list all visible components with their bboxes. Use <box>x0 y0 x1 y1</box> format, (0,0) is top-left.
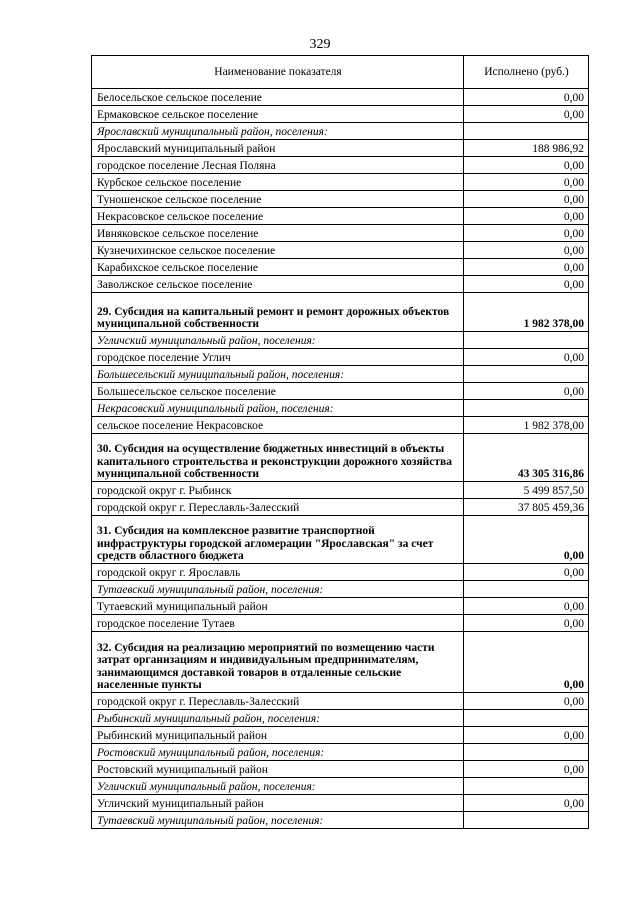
indicator-name: городской округ г. Переславль-Залесский <box>92 693 464 710</box>
indicator-name: Ростовский муниципальный район, поселения: <box>92 744 464 761</box>
indicator-name: Угличский муниципальный район, поселения: <box>92 332 464 349</box>
executed-value <box>464 744 589 761</box>
executed-value: 1 982 378,00 <box>464 417 589 434</box>
table-row <box>92 349 589 366</box>
indicator-name: Большесельское сельское поселение <box>92 383 464 400</box>
indicator-name: Угличский муниципальный район, поселения: <box>92 778 464 795</box>
indicator-name: Некрасовский муниципальный район, поселения: <box>92 400 464 417</box>
executed-value: 5 499 857,50 <box>464 482 589 499</box>
district-row <box>92 744 589 761</box>
table-row <box>92 242 589 259</box>
executed-value: 1 982 378,00 <box>464 293 589 332</box>
executed-value: 0,00 <box>464 693 589 710</box>
indicator-name: 29. Субсидия на капитальный ремонт и ремонт дорожных объектов муниципальной собственности <box>92 293 464 332</box>
header-indicator-name: Наименование показателя <box>92 56 464 89</box>
table-row <box>92 693 589 710</box>
indicator-name: Туношенское сельское поселение <box>92 191 464 208</box>
indicator-name: Большесельский муниципальный район, поселения: <box>92 366 464 383</box>
table-row <box>92 564 589 581</box>
executed-value: 0,00 <box>464 615 589 632</box>
indicator-name: Ярославский муниципальный район, поселения: <box>92 123 464 140</box>
indicator-name: городское поселение Углич <box>92 349 464 366</box>
table-row <box>92 225 589 242</box>
indicator-name: Некрасовское сельское поселение <box>92 208 464 225</box>
indicator-name: Курбское сельское поселение <box>92 174 464 191</box>
indicator-name: Тутаевский муниципальный район, поселения: <box>92 581 464 598</box>
header-executed-value: Исполнено (руб.) <box>464 56 589 89</box>
budget-execution-table <box>91 55 589 829</box>
executed-value: 0,00 <box>464 208 589 225</box>
executed-value: 0,00 <box>464 276 589 293</box>
executed-value: 0,00 <box>464 225 589 242</box>
district-row <box>92 366 589 383</box>
executed-value: 0,00 <box>464 349 589 366</box>
executed-value: 0,00 <box>464 564 589 581</box>
district-row <box>92 581 589 598</box>
executed-value: 0,00 <box>464 89 589 106</box>
executed-value: 0,00 <box>464 761 589 778</box>
section-row <box>92 293 589 332</box>
executed-value: 0,00 <box>464 174 589 191</box>
district-row <box>92 400 589 417</box>
table-row <box>92 727 589 744</box>
table-row <box>92 106 589 123</box>
executed-value: 0,00 <box>464 242 589 259</box>
indicator-name: городской округ г. Рыбинск <box>92 482 464 499</box>
table-row <box>92 615 589 632</box>
district-row <box>92 123 589 140</box>
district-row <box>92 812 589 829</box>
indicator-name: городской округ г. Ярославль <box>92 564 464 581</box>
section-row <box>92 516 589 564</box>
indicator-name: Кузнечихинское сельское поселение <box>92 242 464 259</box>
table-row <box>92 89 589 106</box>
table-row <box>92 482 589 499</box>
executed-value <box>464 812 589 829</box>
executed-value: 37 805 459,36 <box>464 499 589 516</box>
section-row <box>92 632 589 693</box>
table-row <box>92 191 589 208</box>
page-number: 329 <box>309 37 331 52</box>
executed-value: 0,00 <box>464 632 589 693</box>
indicator-name: Ярославский муниципальный район <box>92 140 464 157</box>
indicator-name: Белосельское сельское поселение <box>92 89 464 106</box>
indicator-name: Рыбинский муниципальный район <box>92 727 464 744</box>
executed-value <box>464 581 589 598</box>
indicator-name: Тутаевский муниципальный район, поселения: <box>92 812 464 829</box>
section-row <box>92 434 589 482</box>
executed-value: 0,00 <box>464 795 589 812</box>
executed-value <box>464 366 589 383</box>
indicator-name: городское поселение Тутаев <box>92 615 464 632</box>
executed-value <box>464 332 589 349</box>
table-row <box>92 276 589 293</box>
executed-value <box>464 710 589 727</box>
table-row <box>92 140 589 157</box>
district-row <box>92 710 589 727</box>
executed-value: 0,00 <box>464 106 589 123</box>
indicator-name: Заволжское сельское поселение <box>92 276 464 293</box>
indicator-name: Тутаевский муниципальный район <box>92 598 464 615</box>
executed-value: 0,00 <box>464 598 589 615</box>
table-row <box>92 761 589 778</box>
indicator-name: Угличский муниципальный район <box>92 795 464 812</box>
table-row <box>92 383 589 400</box>
table-row <box>92 795 589 812</box>
executed-value: 0,00 <box>464 259 589 276</box>
executed-value: 0,00 <box>464 727 589 744</box>
indicator-name: 30. Субсидия на осуществление бюджетных инвестиций в объекты капитального строительства и реконструкции дорожного хозяйства муниципальной собственности <box>92 434 464 482</box>
table-row <box>92 417 589 434</box>
table-row <box>92 174 589 191</box>
executed-value <box>464 123 589 140</box>
indicator-name: городское поселение Лесная Поляна <box>92 157 464 174</box>
district-row <box>92 332 589 349</box>
executed-value: 0,00 <box>464 157 589 174</box>
table-body <box>92 89 589 829</box>
indicator-name: Ивняковское сельское поселение <box>92 225 464 242</box>
executed-value <box>464 778 589 795</box>
executed-value: 0,00 <box>464 383 589 400</box>
indicator-name: городской округ г. Переславль-Залесский <box>92 499 464 516</box>
executed-value: 0,00 <box>464 191 589 208</box>
executed-value <box>464 400 589 417</box>
executed-value: 188 986,92 <box>464 140 589 157</box>
indicator-name: 32. Субсидия на реализацию мероприятий по возмещению части затрат организациям и индивидуальным предпринимателям, занимающимся доставкой товаров в отдаленные сельские населенные пункты <box>92 632 464 693</box>
indicator-name: сельское поселение Некрасовское <box>92 417 464 434</box>
table-row <box>92 598 589 615</box>
executed-value: 43 305 316,86 <box>464 434 589 482</box>
indicator-name: Ермаковское сельское поселение <box>92 106 464 123</box>
indicator-name: Карабихское сельское поселение <box>92 259 464 276</box>
executed-value: 0,00 <box>464 516 589 564</box>
indicator-name: 31. Субсидия на комплексное развитие транспортной инфраструктуры городской агломерации "Ярославская" за счет средств областного бюджета <box>92 516 464 564</box>
indicator-name: Ростовский муниципальный район <box>92 761 464 778</box>
table-header-row <box>92 56 589 89</box>
table-row <box>92 157 589 174</box>
district-row <box>92 778 589 795</box>
table-row <box>92 259 589 276</box>
indicator-name: Рыбинский муниципальный район, поселения: <box>92 710 464 727</box>
table-row <box>92 208 589 225</box>
table-row <box>92 499 589 516</box>
